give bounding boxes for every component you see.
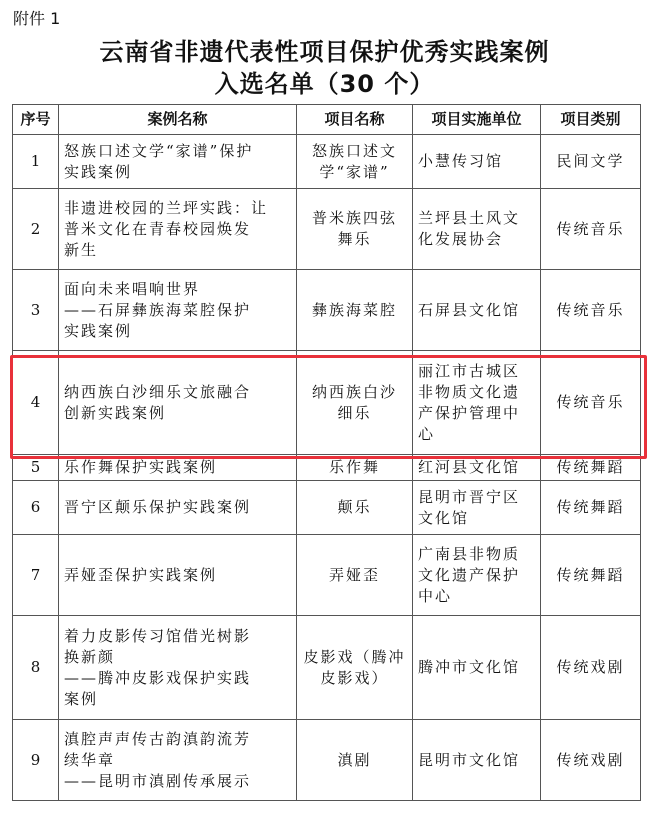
cell-project-name-line: 细乐 (337, 403, 372, 422)
case-list-table (12, 104, 641, 801)
cell-project-name-line: 皮影戏（腾冲 (303, 647, 406, 666)
table-row (13, 351, 641, 455)
cell-project-name (297, 535, 413, 616)
cell-project-name (297, 351, 413, 455)
cell-unit (413, 616, 541, 720)
cell-number: 4 (13, 351, 59, 455)
cell-case-name-line: ——石屏彝族海菜腔保护 (64, 300, 252, 319)
cell-unit (413, 455, 541, 481)
cell-number: 6 (13, 481, 59, 535)
cell-project-name-line: 怒族口述文 (311, 141, 397, 160)
table-row (13, 535, 641, 616)
table-row (13, 455, 641, 481)
cell-unit (413, 720, 541, 801)
cell-project-name-line: 彝族海菜腔 (311, 300, 397, 319)
table-row (13, 481, 641, 535)
cell-case-name-line: 换新颜 (64, 647, 116, 666)
column-header-category: 项目类别 (541, 105, 641, 135)
cell-unit (413, 481, 541, 535)
cell-project-name-line: 舞乐 (337, 230, 372, 248)
cell-case-name-line: 纳西族白沙细乐文旅融合 (64, 382, 252, 401)
table-row (13, 135, 641, 189)
cell-project-name-line: 弄娅歪 (328, 565, 380, 584)
document-title: 云南省非遗代表性项目保护优秀实践案例 (99, 38, 550, 66)
cell-case-name-line: 怒族口述文学“家谱”保护 (64, 141, 254, 160)
cell-unit-line: 兰坪县土风文 (418, 209, 521, 227)
cell-category: 传统戏剧 (541, 720, 641, 801)
cell-unit-line: 心 (418, 424, 436, 443)
cell-case-name-line: 实践案例 (64, 162, 133, 181)
cell-case-name-line: 滇腔声声传古韵滇韵流芳 (64, 729, 252, 748)
cell-unit-line: 红河县文化馆 (418, 458, 521, 476)
cell-project-name (297, 720, 413, 801)
cell-project-name-line: 滇剧 (337, 750, 372, 769)
cell-number: 9 (13, 720, 59, 801)
cell-case-name-line: 乐作舞保护实践案例 (64, 458, 218, 476)
cell-case-name-line: ——腾冲皮影戏保护实践 (64, 668, 252, 687)
cell-unit (413, 135, 541, 189)
cell-category: 传统音乐 (541, 351, 641, 455)
cell-project-name-line: 颠乐 (337, 498, 372, 516)
cell-case-name-line: 案例 (64, 689, 99, 708)
cell-category: 传统舞蹈 (541, 455, 641, 481)
cell-unit-line: 昆明市文化馆 (418, 750, 521, 769)
column-header-number: 序号 (13, 105, 59, 135)
cell-number: 8 (13, 616, 59, 720)
cell-number: 1 (13, 135, 59, 189)
table-header-row (13, 105, 641, 135)
cell-unit-line: 文化遗产保护 (418, 565, 521, 584)
cell-case-name-line: 面向未来唱响世界 (64, 279, 201, 298)
cell-project-name-line: 学“家谱” (319, 162, 390, 181)
cell-case-name (59, 720, 297, 801)
table-row (13, 189, 641, 270)
cell-project-name (297, 189, 413, 270)
cell-unit-line: 中心 (418, 586, 453, 605)
table-body (13, 135, 641, 801)
cell-unit-line: 石屏县文化馆 (418, 300, 521, 319)
cell-case-name (59, 135, 297, 189)
cell-case-name-line: 晋宁区颠乐保护实践案例 (64, 498, 252, 516)
cell-case-name (59, 189, 297, 270)
cell-unit (413, 270, 541, 351)
document-subtitle: 入选名单（30 个） (214, 70, 435, 98)
cell-category: 传统音乐 (541, 270, 641, 351)
cell-project-name (297, 455, 413, 481)
cell-project-name-line: 普米族四弦 (311, 209, 397, 227)
cell-case-name-line: 实践案例 (64, 321, 133, 340)
cell-category: 传统舞蹈 (541, 481, 641, 535)
cell-project-name (297, 135, 413, 189)
cell-category: 传统音乐 (541, 189, 641, 270)
cell-case-name-line: 普米文化在青春校园焕发 (64, 219, 252, 238)
attachment-label: 附件 1 (13, 9, 61, 28)
cell-case-name-line: 弄娅歪保护实践案例 (64, 565, 218, 584)
cell-project-name-line: 纳西族白沙 (311, 382, 397, 401)
cell-case-name-line: 创新实践案例 (64, 403, 167, 422)
cell-case-name (59, 351, 297, 455)
cell-case-name-line: 非遗进校园的兰坪实践：让 (64, 198, 269, 217)
cell-number: 7 (13, 535, 59, 616)
cell-unit (413, 351, 541, 455)
cell-unit-line: 非物质文化遗 (418, 382, 521, 401)
cell-case-name-line: 新生 (64, 240, 99, 259)
table-row (13, 720, 641, 801)
cell-category: 传统戏剧 (541, 616, 641, 720)
cell-unit-line: 丽江市古城区 (418, 361, 521, 380)
table-row (13, 616, 641, 720)
cell-number: 5 (13, 455, 59, 481)
cell-category: 民间文学 (541, 135, 641, 189)
cell-project-name-line: 乐作舞 (328, 458, 380, 476)
cell-case-name (59, 270, 297, 351)
table-row (13, 270, 641, 351)
cell-case-name-line: ——昆明市滇剧传承展示 (64, 771, 252, 790)
cell-unit-line: 广南县非物质 (418, 544, 521, 563)
cell-case-name (59, 616, 297, 720)
cell-unit-line: 小慧传习馆 (418, 152, 504, 170)
column-header-case-name: 案例名称 (59, 105, 297, 135)
cell-number: 2 (13, 189, 59, 270)
cell-unit-line: 腾冲市文化馆 (418, 658, 521, 676)
cell-case-name (59, 535, 297, 616)
cell-number: 3 (13, 270, 59, 351)
cell-unit-line: 化发展协会 (418, 230, 504, 248)
cell-unit-line: 昆明市晋宁区 (418, 487, 521, 506)
cell-case-name (59, 481, 297, 535)
column-header-project-name: 项目名称 (297, 105, 413, 135)
cell-case-name (59, 455, 297, 481)
cell-case-name-line: 续华章 (64, 750, 116, 769)
cell-project-name-line: 皮影戏） (320, 668, 389, 687)
cell-project-name (297, 481, 413, 535)
cell-unit (413, 535, 541, 616)
cell-unit-line: 产保护管理中 (418, 403, 521, 422)
cell-project-name (297, 616, 413, 720)
column-header-unit: 项目实施单位 (413, 105, 541, 135)
cell-unit (413, 189, 541, 270)
cell-project-name (297, 270, 413, 351)
cell-unit-line: 文化馆 (418, 508, 470, 527)
cell-case-name-line: 着力皮影传习馆借光树影 (64, 626, 252, 645)
cell-category: 传统舞蹈 (541, 535, 641, 616)
